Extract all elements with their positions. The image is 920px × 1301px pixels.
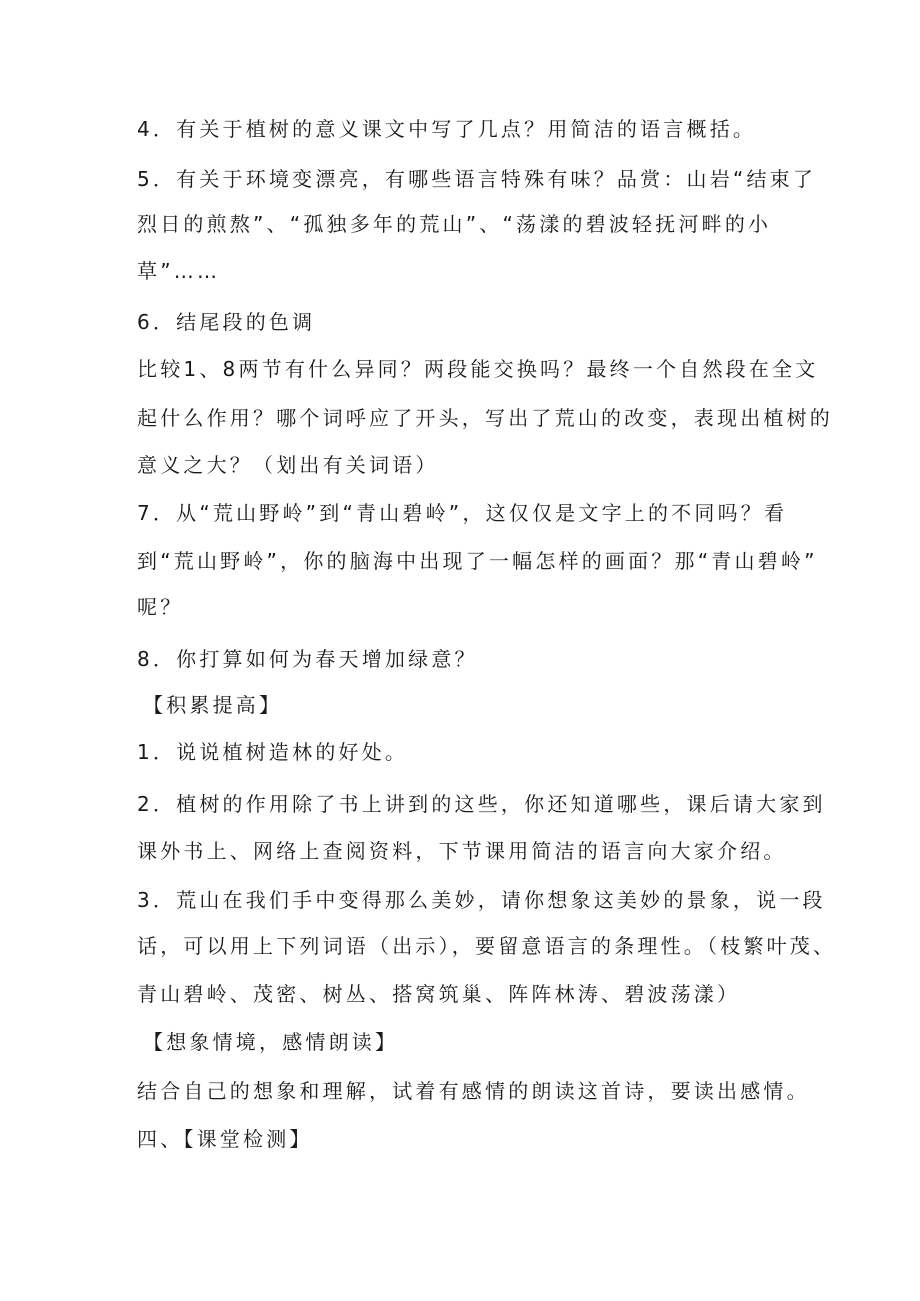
section-heading-classroom-test: 四、【课堂检测】	[137, 1127, 313, 1151]
q8-line: 8．你打算如何为春天增加绿意？	[137, 647, 478, 671]
q6-line-2: 起什么作用？哪个词呼应了开头，写出了荒山的改变，表现出植树的	[137, 406, 833, 430]
q5-line-2: 烈日的煎熬”、“孤独多年的荒山”、“荡漾的碧波轻抚河畔的小	[137, 212, 772, 236]
q7-line-3: 呢？	[137, 595, 184, 619]
section-heading-accumulate: 【积累提高】	[143, 693, 283, 717]
section-heading-imagine: 【想象情境，感情朗读】	[143, 1030, 399, 1054]
item3-line-3: 青山碧岭、茂密、树丛、搭窝筑巢、阵阵林涛、碧波荡漾）	[137, 982, 741, 1006]
q5-line-1: 5．有关于环境变漂亮，有哪些语言特殊有味？品赏：山岩“结束了	[137, 167, 817, 191]
q5-line-3: 草”……	[137, 259, 221, 283]
q6-line-1: 比较1、8两节有什么异同？两段能交换吗？最终一个自然段在全文	[137, 357, 819, 381]
item3-line-2: 话，可以用上下列词语（出示），要留意语言的条理性。（枝繁叶茂、	[137, 934, 837, 958]
q6-line-3: 意义之大？（划出有关词语）	[137, 453, 439, 477]
reading-instruction: 结合自己的想象和理解，试着有感情的朗读这首诗，要读出感情。	[137, 1079, 810, 1103]
q7-line-2: 到“荒山野岭”，你的脑海中出现了一幅怎样的画面？那“青山碧岭”	[137, 549, 818, 573]
q6-heading: 6．结尾段的色调	[137, 310, 316, 334]
q4-line: 4．有关于植树的意义课文中写了几点？用简洁的语言概括。	[137, 117, 757, 141]
item2-line-2: 课外书上、网络上查阅资料，下节课用简洁的语言向大家介绍。	[137, 839, 787, 863]
q7-line-1: 7．从“荒山野岭”到“青山碧岭”，这仅仅是文字上的不同吗？看	[137, 501, 788, 525]
item1-line: 1．说说植树造林的好处。	[137, 740, 409, 764]
item2-line-1: 2．植树的作用除了书上讲到的这些，你还知道哪些，课后请大家到	[137, 792, 826, 816]
item3-line-1: 3．荒山在我们手中变得那么美妙，请你想象这美妙的景象，说一段	[137, 888, 826, 912]
